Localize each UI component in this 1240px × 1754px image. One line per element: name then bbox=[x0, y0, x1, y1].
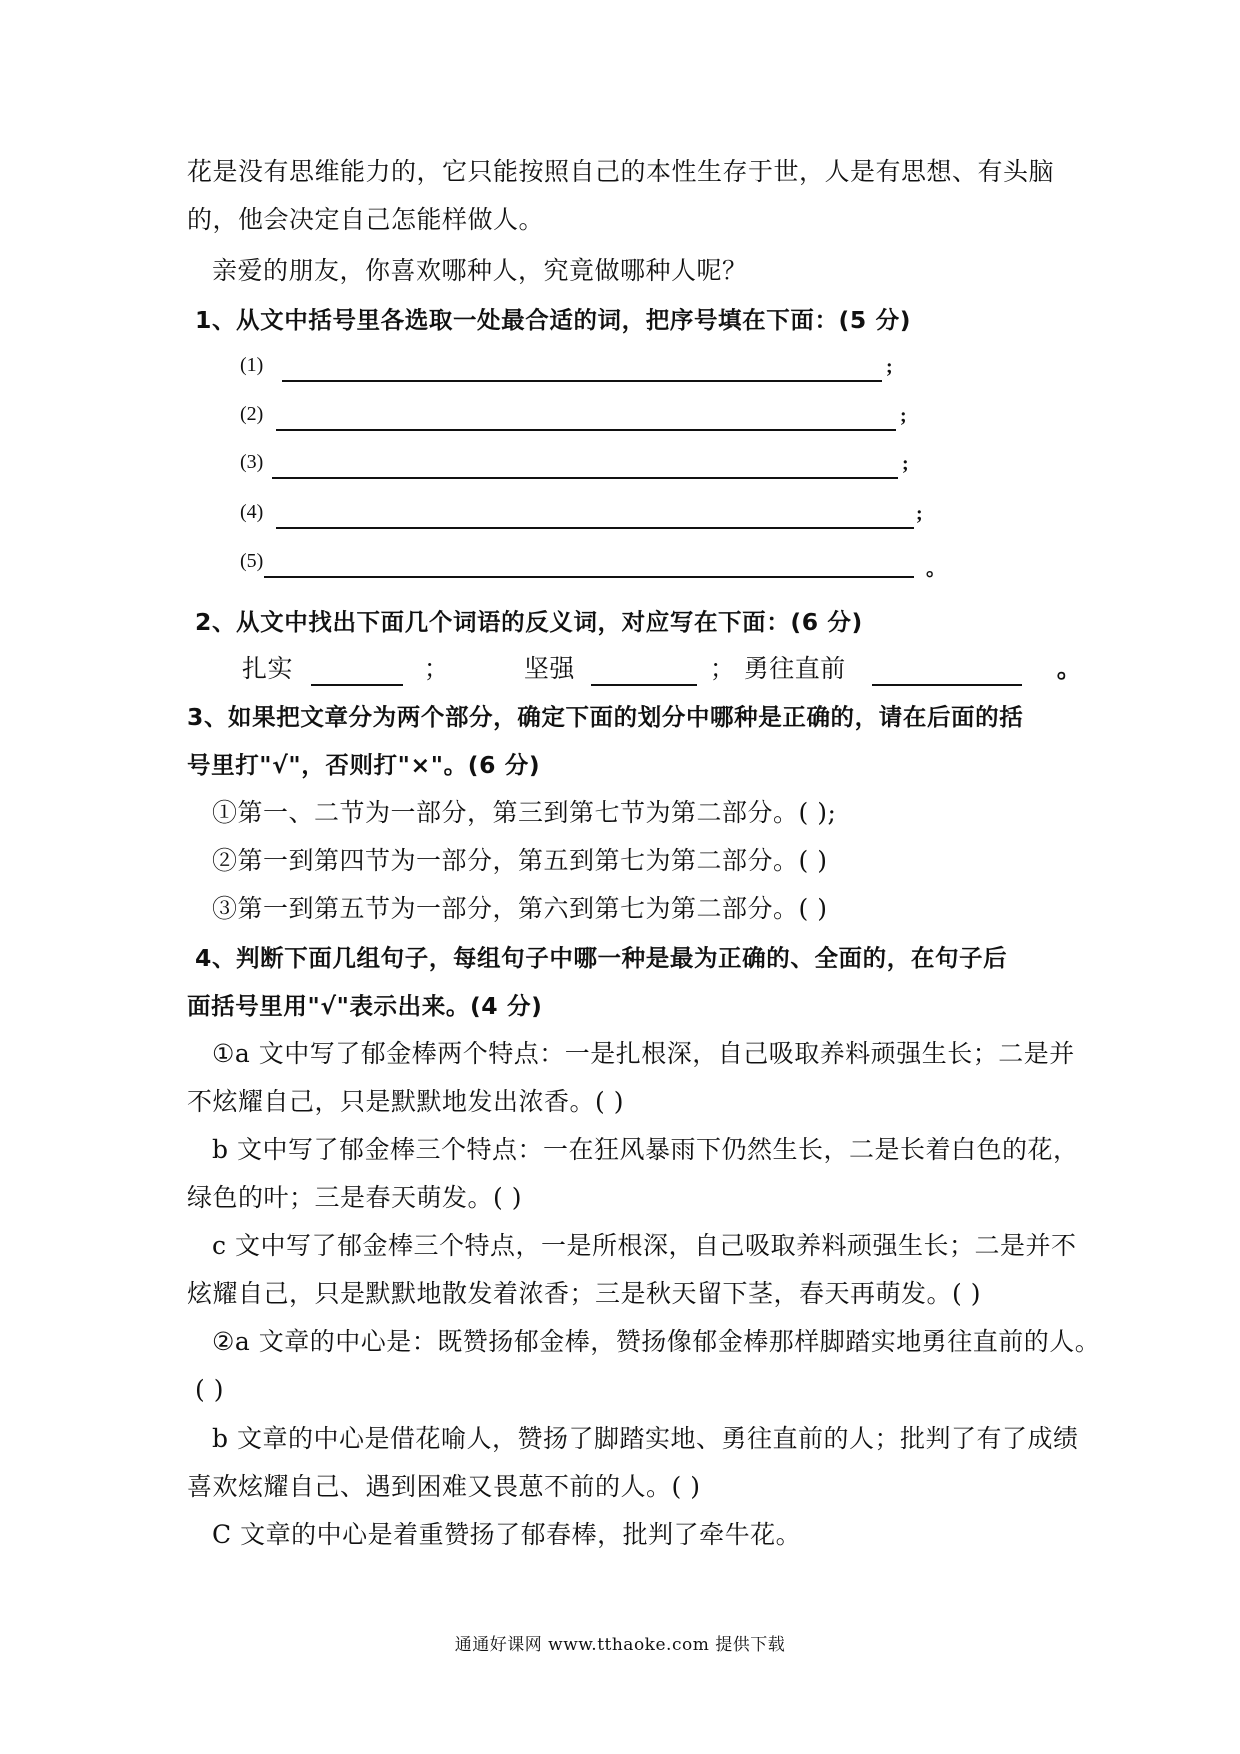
q1-answer-blank-1[interactable] bbox=[282, 380, 882, 382]
q3-option-1: ①第一、二节为一部分，第三到第七节为第二部分。( ); bbox=[212, 798, 837, 827]
q4-group1-a-line-1: ①a 文中写了郁金棒两个特点：一是扎根深，自己吸取养料顽强生长；二是并 bbox=[212, 1039, 1075, 1068]
intro-line-1: 花是没有思维能力的，它只能按照自己的本性生存于世，人是有思想、有头脑 bbox=[187, 157, 1055, 186]
q1-item-end: ; bbox=[902, 453, 909, 475]
q4-group2-a-line-2: ( ) bbox=[195, 1375, 224, 1404]
q3-option-2: ②第一到第四节为一部分，第五到第七为第二部分。( ) bbox=[212, 846, 828, 875]
q2-word-3: 勇往直前 bbox=[743, 654, 846, 683]
q1-answer-blank-4[interactable] bbox=[276, 527, 914, 529]
q1-item-end: 。 bbox=[926, 558, 946, 580]
q1-answer-row-2 bbox=[240, 401, 920, 435]
q2-separator-2: ； bbox=[709, 654, 736, 683]
q1-answer-blank-5[interactable] bbox=[264, 576, 914, 578]
q3-heading-line-2: 号里打"√"，否则打"×"。(6 分) bbox=[187, 751, 541, 779]
q4-group2-c-line-1: C 文章的中心是着重赞扬了郁春棒，批判了牵牛花。 bbox=[212, 1520, 802, 1549]
q1-item-number: (1) bbox=[240, 354, 264, 376]
q4-group2-a-line-1: ②a 文章的中心是：既赞扬郁金棒，赞扬像郁金棒那样脚踏实地勇往直前的人。 bbox=[212, 1327, 1101, 1356]
intro-line-2: 的，他会决定自己怎能样做人。 bbox=[187, 205, 545, 234]
q1-answer-row-3 bbox=[240, 449, 920, 483]
q4-group1-c-line-2: 炫耀自己，只是默默地散发着浓香；三是秋天留下茎，春天再萌发。( ) bbox=[187, 1279, 981, 1308]
q4-group1-a-line-2: 不炫耀自己，只是默默地发出浓香。( ) bbox=[187, 1087, 624, 1116]
q4-group2-b-line-1: b 文章的中心是借花喻人，赞扬了脚踏实地、勇往直前的人；批判了有了成绩 bbox=[212, 1424, 1079, 1453]
q2-word-2: 坚强 bbox=[523, 654, 575, 683]
q1-answer-blank-2[interactable] bbox=[276, 429, 896, 431]
q4-group2-b-line-2: 喜欢炫耀自己、遇到困难又畏葸不前的人。( ) bbox=[187, 1472, 701, 1501]
q1-item-number: (5) bbox=[240, 550, 264, 572]
q1-heading: 1、从文中括号里各选取一处最合适的词，把序号填在下面：(5 分) bbox=[195, 306, 912, 334]
q2-antonym-row bbox=[242, 652, 1082, 686]
q4-group1-b-line-1: b 文中写了郁金棒三个特点：一在狂风暴雨下仍然生长，二是长着白色的花， bbox=[212, 1135, 1079, 1164]
q2-heading: 2、从文中找出下面几个词语的反义词，对应写在下面：(6 分) bbox=[195, 608, 863, 636]
q4-heading-line-2: 面括号里用"√"表示出来。(4 分) bbox=[187, 992, 543, 1020]
q2-end-mark: 。 bbox=[1056, 654, 1083, 683]
intro-line-3: 亲爱的朋友，你喜欢哪种人，究竟做哪种人呢？ bbox=[212, 256, 748, 285]
q1-item-end: ; bbox=[886, 356, 893, 378]
q3-option-3: ③第一到第五节为一部分，第六到第七为第二部分。( ) bbox=[212, 894, 828, 923]
q1-item-number: (4) bbox=[240, 501, 264, 523]
q1-item-end: ; bbox=[916, 503, 923, 525]
q2-answer-blank-1[interactable] bbox=[311, 660, 403, 686]
q1-answer-row-1 bbox=[240, 352, 900, 386]
q1-item-number: (3) bbox=[240, 451, 264, 473]
q4-group1-c-line-1: c 文中写了郁金棒三个特点，一是所根深，自己吸取养料顽强生长；二是并不 bbox=[212, 1231, 1077, 1260]
q1-item-end: ; bbox=[900, 405, 907, 427]
q4-heading-line-1: 4、判断下面几组句子，每组句子中哪一种是最为正确的、全面的，在句子后 bbox=[195, 944, 1008, 972]
q1-answer-blank-3[interactable] bbox=[272, 477, 898, 479]
q2-answer-blank-2[interactable] bbox=[591, 660, 697, 686]
q1-answer-row-4 bbox=[240, 499, 930, 533]
q2-word-1: 扎实 bbox=[242, 654, 294, 683]
q2-separator-1: ； bbox=[423, 654, 450, 683]
q2-answer-blank-3[interactable] bbox=[872, 660, 1022, 686]
q3-heading-line-1: 3、如果把文章分为两个部分，确定下面的划分中哪种是正确的，请在后面的括 bbox=[187, 703, 1024, 731]
q4-group1-b-line-2: 绿色的叶；三是春天萌发。( ) bbox=[187, 1183, 522, 1212]
q1-item-number: (2) bbox=[240, 403, 264, 425]
footer-credit: 通通好课网 www.tthaoke.com 提供下载 bbox=[454, 1635, 786, 1655]
q1-answer-row-5 bbox=[240, 548, 946, 582]
